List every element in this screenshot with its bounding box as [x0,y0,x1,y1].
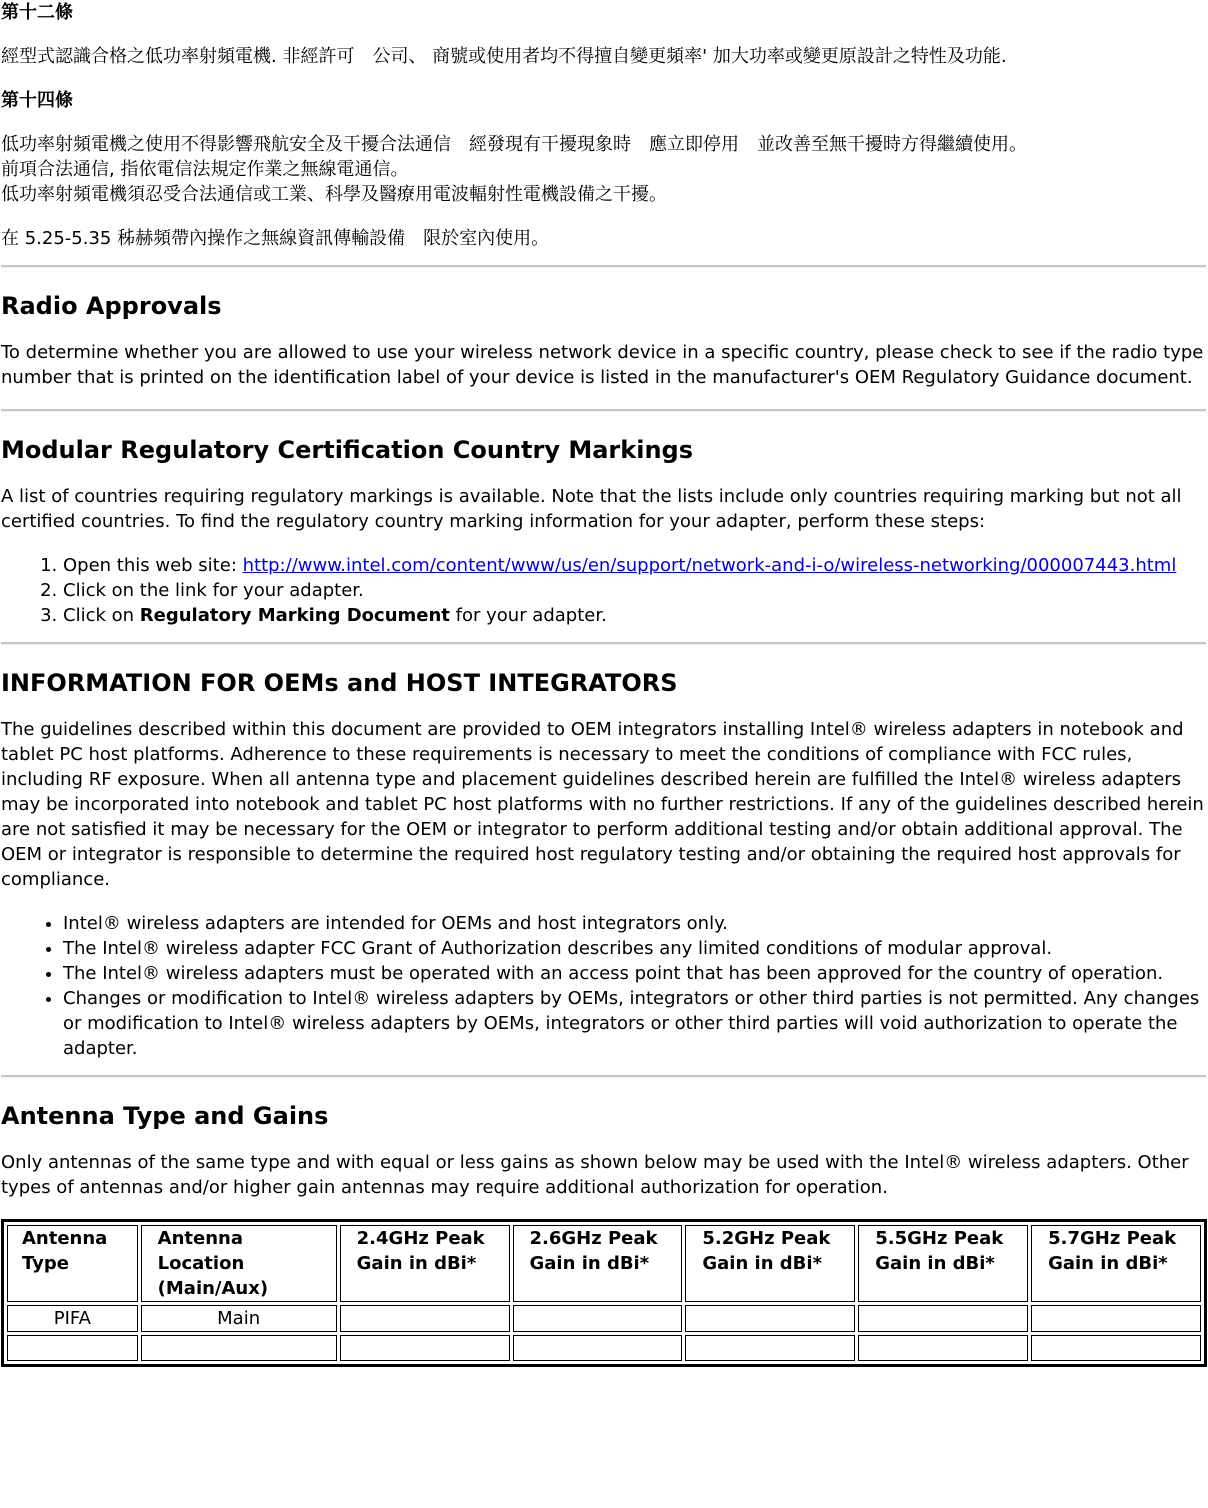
table-cell [141,1335,337,1361]
list-item [63,603,1206,628]
radio-approvals-section [1,290,1206,390]
list-item: 2. Click on the link for your adapter. [63,578,1206,603]
list-item: • The Intel® wireless adapters must be operated with an access point that has been approved for the country of operation. [63,961,1206,986]
cell-5-5ghz-gain [858,1305,1028,1332]
antenna-text: Only antennas of the same type and with equal or less gains as shown below may be used with the Intel® wireless adapters. Other types of antennas and/or higher gain antennas may require additional authorization for operation. [1,1152,1189,1198]
table-header-row [7,1225,1201,1302]
divider [1,1075,1206,1078]
article-14-line-1: 低功率射頻電機之使用不得影響飛航安全及干擾合法通信 經發現有干擾現象時 應立即停用 並改善至無干擾時方得繼續使用。 [1,134,1027,155]
step-1-prefix: Open this web site: [63,555,243,576]
col-5-5ghz-gain: 5.5GHz Peak Gain in dBi* [858,1225,1028,1302]
modular-markings-section [1,434,1206,628]
article-14-title: 第十四條 [1,90,73,111]
article-12 [1,0,1206,69]
indoor-use-text: 在 5.25-5.35 秭赫頻帶內操作之無線資訊傳輸設備 限於室內使用。 [1,228,550,249]
step-3-prefix: Click on [63,605,140,626]
intel-support-link[interactable]: http://www.intel.com/content/www/us/en/support/network-and-i-o/wireless-networking/000007443.html [242,555,1177,576]
article-14 [1,88,1206,207]
antenna-gains-table [1,1219,1207,1367]
col-5-2ghz-gain: 5.2GHz Peak Gain in dBi* [685,1225,855,1302]
step-3-bold: Regulatory Marking Document [139,605,450,626]
table-row [7,1305,1201,1332]
col-antenna-location: Antenna Location (Main/Aux) [141,1225,337,1302]
radio-approvals-text: To determine whether you are allowed to use your wireless network device in a specific country, please check to see if the radio type number that is printed on the identification label of your device is listed in the manufacturer's OEM Regulatory Guidance document. [1,342,1204,388]
list-item: • The Intel® wireless adapter FCC Grant of Authorization describes any limited conditions of modular approval. [63,936,1206,961]
oem-info-heading: INFORMATION FOR OEMs and HOST INTEGRATORS [1,669,678,697]
antenna-heading: Antenna Type and Gains [1,1102,329,1130]
col-2-6ghz-gain: 2.6GHz Peak Gain in dBi* [513,1225,683,1302]
oem-info-text: The guidelines described within this document are provided to OEM integrators installing Intel® wireless adapters in notebook and tablet PC host platforms. Adherence to these requirements is necessary to meet the conditions of compliance with FCC rules, including RF exposure. When all antenna type and placement guidelines described herein are fulfilled the Intel® wireless adapters may be incorporated into notebook and tablet PC host platforms with no further restrictions. If any of the guidelines described herein are not satisfied it may be necessary for the OEM or integrator to perform additional testing and/or obtain additional approval. The OEM or integrator is responsible to determine the required host regulatory testing and/or obtaining the required host approvals for compliance. [1,719,1204,890]
table-cell [7,1335,138,1361]
table-row [7,1335,1201,1361]
table-cell [340,1335,510,1361]
divider [1,409,1206,412]
steps-list [1,553,1206,628]
cell-5-2ghz-gain [685,1305,855,1332]
list-item: • Changes or modification to Intel® wireless adapters by OEMs, integrators or other third parties is not permitted. Any changes or modification to Intel® wireless adapters by OEMs, integrators or other third parties will void authorization to operate the adapter. [63,986,1206,1061]
cell-2-6ghz-gain [513,1305,683,1332]
article-12-title: 第十二條 [1,2,73,23]
article-14-line-2: 前項合法通信, 指依電信法規定作業之無線電通信。 [1,159,409,180]
table-cell [1031,1335,1201,1361]
list-item: • Intel® wireless adapters are intended for OEMs and host integrators only. [63,911,1206,936]
cell-antenna-location: Main [141,1305,337,1332]
table-cell [685,1335,855,1361]
col-2-4ghz-gain: 2.4GHz Peak Gain in dBi* [340,1225,510,1302]
list-item [63,553,1206,578]
indoor-use-note [1,226,1206,251]
oem-bullets [1,911,1206,1061]
cell-5-7ghz-gain [1031,1305,1201,1332]
oem-info-section [1,667,1206,1061]
cell-2-4ghz-gain [340,1305,510,1332]
article-14-line-3: 低功率射頻電機須忍受合法通信或工業、科學及醫療用電波輻射性電機設備之干擾。 [1,184,667,205]
modular-markings-text: A list of countries requiring regulatory markings is available. Note that the lists include only countries requiring marking but not all certified countries. To find the regulatory country marking information for your adapter, perform these steps: [1,486,1182,532]
divider [1,265,1206,268]
col-5-7ghz-gain: 5.7GHz Peak Gain in dBi* [1031,1225,1201,1302]
article-12-body: 經型式認識合格之低功率射頻電機. 非經許可 公司、 商號或使用者均不得擅自變更頻率' 加大功率或變更原設計之特性及功能. [1,46,1007,67]
cell-antenna-type: PIFA [7,1305,138,1332]
antenna-section [1,1100,1206,1367]
step-3-suffix: for your adapter. [449,605,607,626]
radio-approvals-heading: Radio Approvals [1,292,222,320]
table-cell [858,1335,1028,1361]
divider [1,642,1206,645]
col-antenna-type: Antenna Type [7,1225,138,1302]
modular-markings-heading: Modular Regulatory Certification Country Markings [1,436,693,464]
table-cell [513,1335,683,1361]
